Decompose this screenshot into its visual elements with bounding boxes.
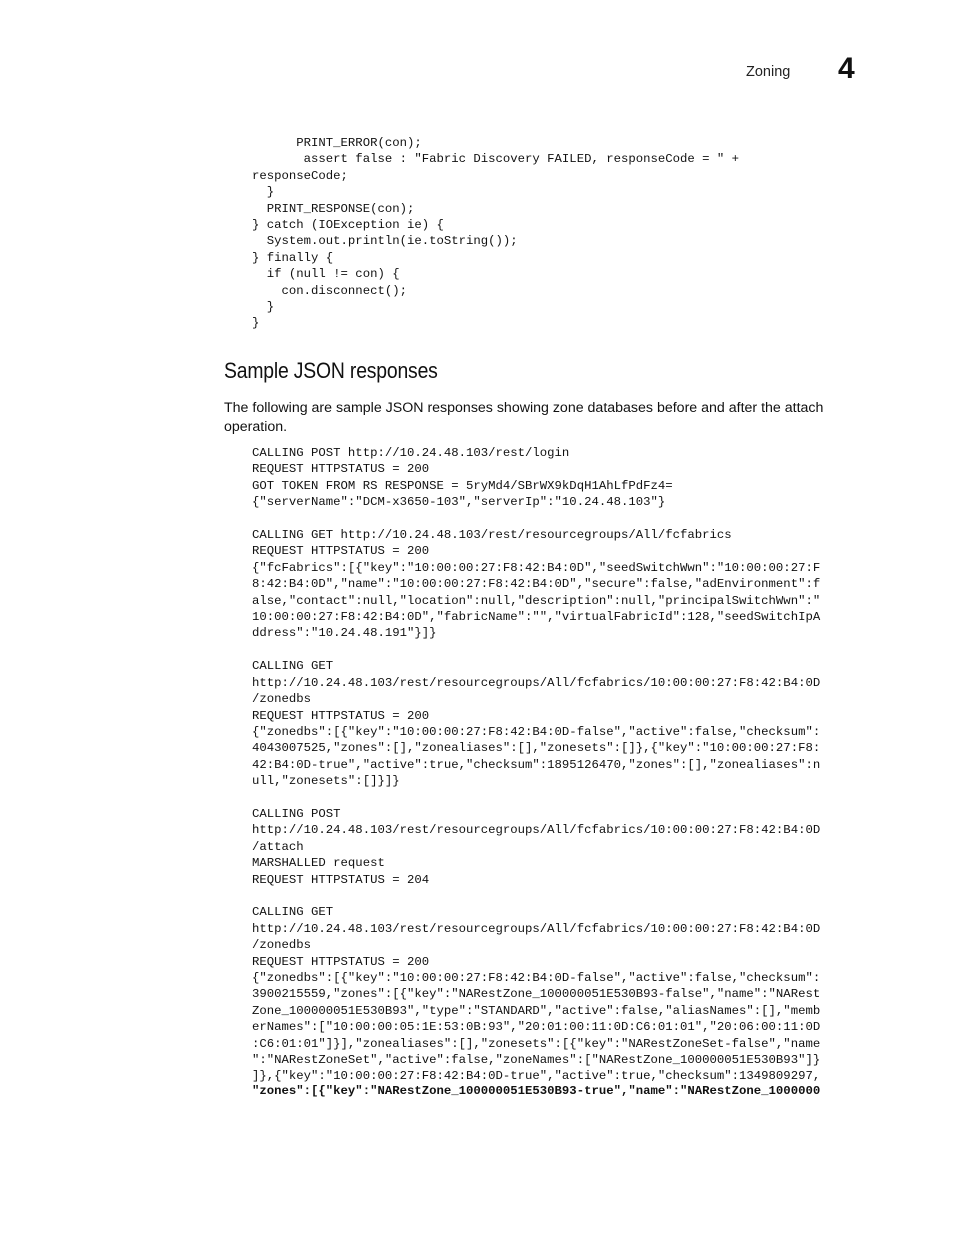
section-heading: Sample JSON responses [224,358,438,383]
running-header-section: Zoning [746,64,791,80]
code-snippet: PRINT_ERROR(con); assert false : "Fabric Discovery FAILED, responseCode = " + responseCode; } PRINT_RESPONSE(con); } catch (IOException ie) { System.out.println(ie.toString()); } finally { if (null != con) { con.disconnect(); } } [252,136,740,331]
chapter-number: 4 [838,52,855,85]
json-sample-block: CALLING POST http://10.24.48.103/rest/login REQUEST HTTPSTATUS = 200 GOT TOKEN FROM RS RESPONSE = 5ryMd4/SBrWX9kDqH1AhLfPdFz4= {"serverName":"DCM-x3650-103","serverIp":"10.24.48.103"} CALLING GET http://10.24.48.103/rest/resourcegroups/All/fcfabrics REQUEST HTTPSTATUS = 200 {"fcFabrics":[{"key":"10:00:00:27:F8:42:B4:0D","seedSwitchWwn":"10:00:00:27:F 8:42:B4:0D","name":"10:00:00:27:F8:42:B4:0D","secure":false,"adEnvironment":f alse,"contact":null,"location":null,"description":null,"principalSwitchWwn":" 10:00:00:27:F8:42:B4:0D","fabricName":"","virtualFabricId":128,"seedSwitchIpA ddress":"10.24.48.191"}]} CALLING GET http://10.24.48.103/rest/resourcegroups/All/fcfabrics/10:00:00:27:F8:42:B4:0D /zonedbs REQUEST HTTPSTATUS = 200 {"zonedbs":[{"key":"10:00:00:27:F8:42:B4:0D-false","active":false,"checksum": 4043007525,"zones":[],"zonealiases":[],"zonesets":[]},{"key":"10:00:00:27:F8: 42:B4:0D-true","active":true,"checksum":1895126470,"zones":[],"zonealiases":n ull,"zonesets":[]}]} CALLING POST http://10.24.48.103/rest/resourcegroups/All/fcfabrics/10:00:00:27:F8:42:B4:0D /attach MARSHALLED request REQUEST HTTPSTATUS = 204 CALLING GET http://10.24.48.103/rest/resourcegroups/All/fcfabrics/10:00:00:27:F8:42:B4:0D /zonedbs REQUEST HTTPSTATUS = 200 {"zonedbs":[{"key":"10:00:00:27:F8:42:B4:0D-false","active":false,"checksum": 3900215559,"zones":[{"key":"NARestZone_100000051E530B93-false","name":"NARest Zone_100000051E530B93","type":"STANDARD","active":false,"aliasNames":[],"memb erNames":["10:00:00:05:1E:53:0B:93","20:01:00:11:0D:C6:01:01","20:06:00:11:0D :C6:01:01"]}],"zonealiases":[],"zonesets":[{"key":"NARestZoneSet-false","name ":"NARestZoneSet","active":false,"zoneNames":["NARestZone_100000051E530B93"]} ]},{"key":"10:00:00:27:F8:42:B4:0D-true","active":true,"checksum":1349809297, [252,446,821,1084]
json-sample-bold-line: "zones":[{"key":"NARestZone_100000051E530B93-true","name":"NARestZone_1000000 [252,1084,821,1099]
section-intro-paragraph: The following are sample JSON responses showing zone databases before and after the attach operation. [224,400,824,435]
